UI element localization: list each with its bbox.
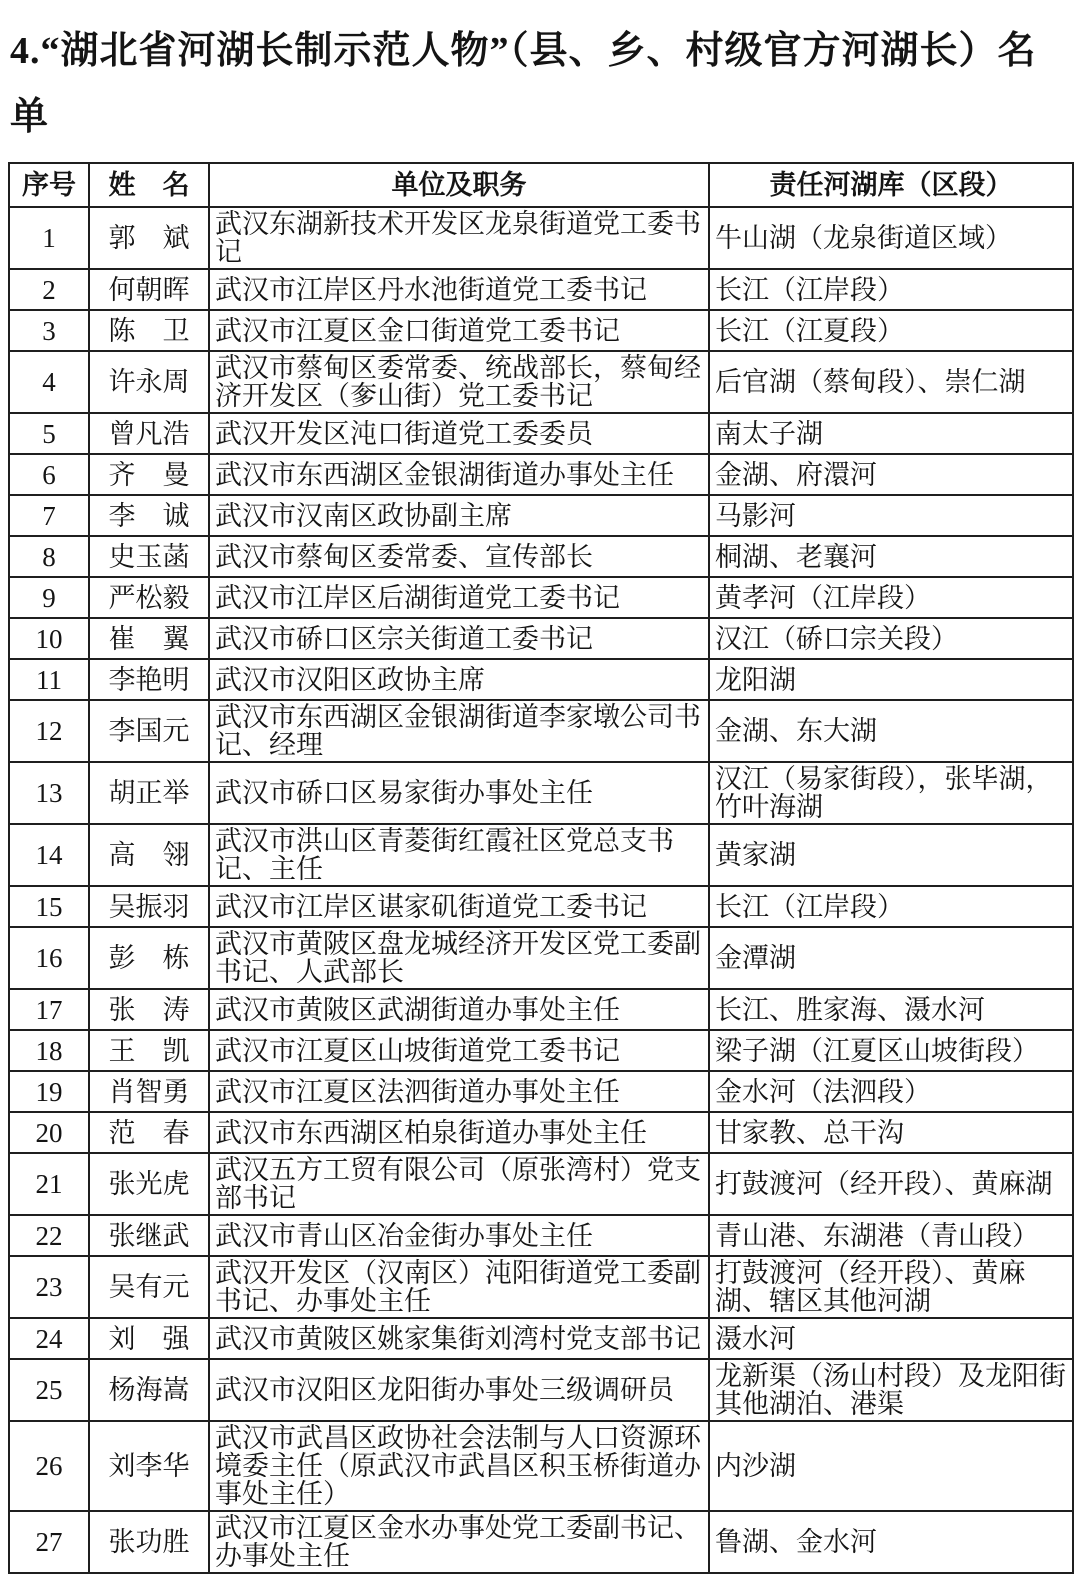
header-serial-number: 序号 <box>9 163 89 207</box>
cell-name: 曾凡浩 <box>89 413 209 454</box>
cell-unit-position: 武汉五方工贸有限公司（原张湾村）党支部书记 <box>209 1153 709 1215</box>
cell-name: 吴有元 <box>89 1256 209 1318</box>
cell-serial-number: 16 <box>9 927 89 989</box>
cell-river-section: 金水河（法泗段） <box>709 1071 1073 1112</box>
cell-serial-number: 14 <box>9 824 89 886</box>
cell-unit-position: 武汉市汉南区政协副主席 <box>209 495 709 536</box>
cell-river-section: 滠水河 <box>709 1318 1073 1359</box>
cell-river-section: 黄家湖 <box>709 824 1073 886</box>
cell-serial-number: 17 <box>9 989 89 1030</box>
cell-name: 李艳明 <box>89 659 209 700</box>
cell-river-section: 鲁湖、金水河 <box>709 1511 1073 1573</box>
cell-unit-position: 武汉市江夏区金水办事处党工委副书记、办事处主任 <box>209 1511 709 1573</box>
table-body <box>9 207 1073 1573</box>
cell-name: 王 凯 <box>89 1030 209 1071</box>
cell-name: 胡正举 <box>89 762 209 824</box>
cell-unit-position: 武汉市江夏区山坡街道党工委书记 <box>209 1030 709 1071</box>
table-row <box>9 1256 1073 1318</box>
cell-name: 郭 斌 <box>89 207 209 269</box>
cell-river-section: 打鼓渡河（经开段）、黄麻湖、辖区其他河湖 <box>709 1256 1073 1318</box>
cell-serial-number: 6 <box>9 454 89 495</box>
cell-river-section: 青山港、东湖港（青山段） <box>709 1215 1073 1256</box>
table-row <box>9 927 1073 989</box>
cell-unit-position: 武汉市青山区冶金街办事处主任 <box>209 1215 709 1256</box>
cell-river-section: 长江（江夏段） <box>709 310 1073 351</box>
cell-river-section: 打鼓渡河（经开段）、黄麻湖 <box>709 1153 1073 1215</box>
table-row <box>9 1421 1073 1511</box>
cell-name: 张 涛 <box>89 989 209 1030</box>
cell-river-section: 金湖、东大湖 <box>709 700 1073 762</box>
cell-name: 许永周 <box>89 351 209 413</box>
cell-river-section: 后官湖（蔡甸段）、崇仁湖 <box>709 351 1073 413</box>
page-title <box>8 14 1072 162</box>
cell-unit-position: 武汉市江夏区法泗街道办事处主任 <box>209 1071 709 1112</box>
cell-serial-number: 9 <box>9 577 89 618</box>
cell-serial-number: 13 <box>9 762 89 824</box>
cell-unit-position: 武汉市蔡甸区委常委、宣传部长 <box>209 536 709 577</box>
cell-river-section: 金湖、府澴河 <box>709 454 1073 495</box>
cell-unit-position: 武汉市硚口区宗关街道工委书记 <box>209 618 709 659</box>
cell-unit-position: 武汉市黄陂区武湖街道办事处主任 <box>209 989 709 1030</box>
table-row <box>9 886 1073 927</box>
cell-serial-number: 4 <box>9 351 89 413</box>
cell-name: 崔 翼 <box>89 618 209 659</box>
table-row <box>9 310 1073 351</box>
table-row <box>9 495 1073 536</box>
cell-unit-position: 武汉市黄陂区姚家集街刘湾村党支部书记 <box>209 1318 709 1359</box>
cell-name: 齐 曼 <box>89 454 209 495</box>
header-name: 姓 名 <box>89 163 209 207</box>
table-row <box>9 351 1073 413</box>
cell-name: 陈 卫 <box>89 310 209 351</box>
cell-unit-position: 武汉市硚口区易家街办事处主任 <box>209 762 709 824</box>
table-row <box>9 1153 1073 1215</box>
header-river-section: 责任河湖库（区段） <box>709 163 1073 207</box>
cell-serial-number: 5 <box>9 413 89 454</box>
cell-unit-position: 武汉市江岸区丹水池街道党工委书记 <box>209 269 709 310</box>
cell-serial-number: 21 <box>9 1153 89 1215</box>
cell-river-section: 马影河 <box>709 495 1073 536</box>
cell-river-section: 甘家教、总干沟 <box>709 1112 1073 1153</box>
cell-name: 张功胜 <box>89 1511 209 1573</box>
table-header <box>9 163 1073 207</box>
cell-river-section: 长江（江岸段） <box>709 269 1073 310</box>
cell-name: 张继武 <box>89 1215 209 1256</box>
table-row <box>9 1359 1073 1421</box>
table-row <box>9 659 1073 700</box>
cell-unit-position: 武汉市蔡甸区委常委、统战部长，蔡甸经济开发区（奓山街）党工委书记 <box>209 351 709 413</box>
table-row <box>9 989 1073 1030</box>
table-row <box>9 536 1073 577</box>
cell-serial-number: 26 <box>9 1421 89 1511</box>
table-row <box>9 269 1073 310</box>
cell-serial-number: 23 <box>9 1256 89 1318</box>
cell-serial-number: 27 <box>9 1511 89 1573</box>
cell-serial-number: 7 <box>9 495 89 536</box>
cell-serial-number: 22 <box>9 1215 89 1256</box>
cell-serial-number: 18 <box>9 1030 89 1071</box>
cell-name: 刘 强 <box>89 1318 209 1359</box>
cell-river-section: 牛山湖（龙泉街道区域） <box>709 207 1073 269</box>
page-title-line-1: 4.“湖北省河湖长制示范人物”（县、乡、村级官方河湖长）名 <box>10 30 1037 72</box>
table-row <box>9 1215 1073 1256</box>
cell-river-section: 金潭湖 <box>709 927 1073 989</box>
table-row <box>9 413 1073 454</box>
cell-serial-number: 3 <box>9 310 89 351</box>
table-row <box>9 207 1073 269</box>
cell-serial-number: 1 <box>9 207 89 269</box>
table-row <box>9 618 1073 659</box>
page-title-line-2: 单 <box>10 96 50 138</box>
cell-serial-number: 20 <box>9 1112 89 1153</box>
header-row <box>9 163 1073 207</box>
cell-serial-number: 24 <box>9 1318 89 1359</box>
cell-river-section: 汉江（易家街段），张毕湖，竹叶海湖 <box>709 762 1073 824</box>
cell-serial-number: 8 <box>9 536 89 577</box>
cell-river-section: 汉江（硚口宗关段） <box>709 618 1073 659</box>
cell-river-section: 龙新渠（汤山村段）及龙阳街其他湖泊、港渠 <box>709 1359 1073 1421</box>
table-row <box>9 762 1073 824</box>
cell-name: 何朝晖 <box>89 269 209 310</box>
table-row <box>9 824 1073 886</box>
cell-serial-number: 19 <box>9 1071 89 1112</box>
cell-name: 杨海嵩 <box>89 1359 209 1421</box>
cell-name: 刘李华 <box>89 1421 209 1511</box>
header-unit-position: 单位及职务 <box>209 163 709 207</box>
table-row <box>9 1112 1073 1153</box>
table-row <box>9 1071 1073 1112</box>
cell-river-section: 内沙湖 <box>709 1421 1073 1511</box>
roster-table <box>8 162 1074 1574</box>
cell-name: 史玉菡 <box>89 536 209 577</box>
cell-name: 李国元 <box>89 700 209 762</box>
cell-unit-position: 武汉开发区（汉南区）沌阳街道党工委副书记、办事处主任 <box>209 1256 709 1318</box>
table-row <box>9 700 1073 762</box>
cell-name: 高 翎 <box>89 824 209 886</box>
cell-serial-number: 11 <box>9 659 89 700</box>
cell-name: 彭 栋 <box>89 927 209 989</box>
cell-name: 严松毅 <box>89 577 209 618</box>
cell-river-section: 黄孝河（江岸段） <box>709 577 1073 618</box>
cell-name: 范 春 <box>89 1112 209 1153</box>
cell-serial-number: 10 <box>9 618 89 659</box>
cell-unit-position: 武汉市汉阳区政协主席 <box>209 659 709 700</box>
cell-name: 吴振羽 <box>89 886 209 927</box>
cell-unit-position: 武汉市江岸区后湖街道党工委书记 <box>209 577 709 618</box>
cell-unit-position: 武汉开发区沌口街道党工委委员 <box>209 413 709 454</box>
cell-serial-number: 15 <box>9 886 89 927</box>
cell-river-section: 桐湖、老襄河 <box>709 536 1073 577</box>
cell-river-section: 南太子湖 <box>709 413 1073 454</box>
cell-unit-position: 武汉东湖新技术开发区龙泉街道党工委书记 <box>209 207 709 269</box>
cell-river-section: 长江、胜家海、滠水河 <box>709 989 1073 1030</box>
cell-name: 李 诚 <box>89 495 209 536</box>
cell-unit-position: 武汉市汉阳区龙阳街办事处三级调研员 <box>209 1359 709 1421</box>
cell-unit-position: 武汉市江夏区金口街道党工委书记 <box>209 310 709 351</box>
table-row <box>9 454 1073 495</box>
cell-river-section: 长江（江岸段） <box>709 886 1073 927</box>
cell-unit-position: 武汉市东西湖区柏泉街道办事处主任 <box>209 1112 709 1153</box>
cell-name: 张光虎 <box>89 1153 209 1215</box>
cell-unit-position: 武汉市江岸区谌家矶街道党工委书记 <box>209 886 709 927</box>
cell-unit-position: 武汉市武昌区政协社会法制与人口资源环境委主任（原武汉市武昌区积玉桥街道办事处主任） <box>209 1421 709 1511</box>
cell-river-section: 龙阳湖 <box>709 659 1073 700</box>
table-row <box>9 1318 1073 1359</box>
cell-name: 肖智勇 <box>89 1071 209 1112</box>
table-row <box>9 577 1073 618</box>
cell-serial-number: 25 <box>9 1359 89 1421</box>
cell-unit-position: 武汉市黄陂区盘龙城经济开发区党工委副书记、人武部长 <box>209 927 709 989</box>
cell-unit-position: 武汉市洪山区青菱街红霞社区党总支书记、主任 <box>209 824 709 886</box>
cell-serial-number: 12 <box>9 700 89 762</box>
table-row <box>9 1030 1073 1071</box>
cell-river-section: 梁子湖（江夏区山坡街段） <box>709 1030 1073 1071</box>
cell-unit-position: 武汉市东西湖区金银湖街道李家墩公司书记、经理 <box>209 700 709 762</box>
cell-serial-number: 2 <box>9 269 89 310</box>
table-row <box>9 1511 1073 1573</box>
cell-unit-position: 武汉市东西湖区金银湖街道办事处主任 <box>209 454 709 495</box>
